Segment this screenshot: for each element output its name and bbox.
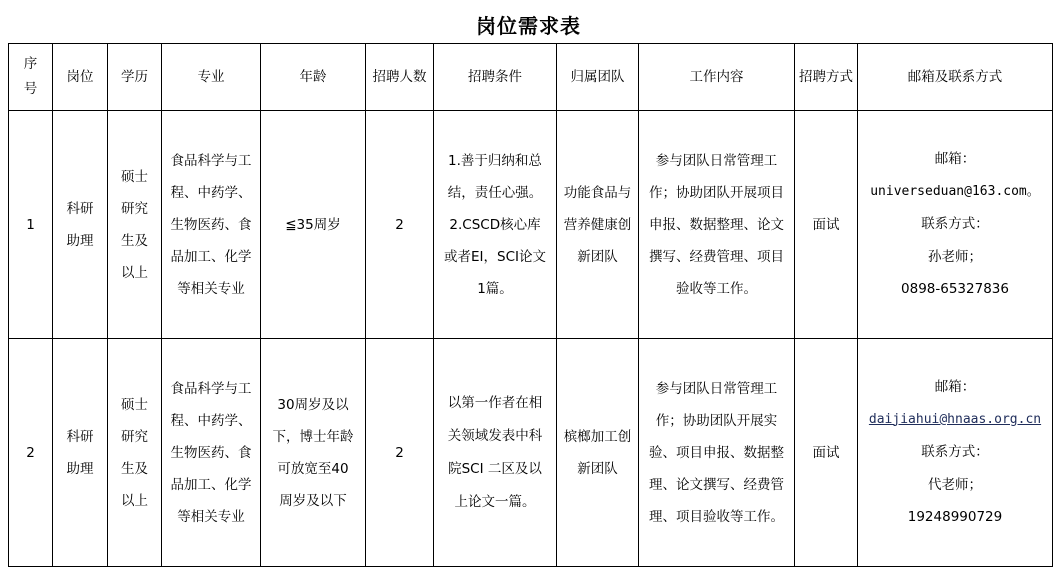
header-major: 专业	[162, 44, 261, 111]
cell-age: ≦35周岁	[261, 111, 366, 339]
cell-major: 食品科学与工程、中药学、生物医药、食品加工、化学等相关专业	[162, 111, 261, 339]
header-method: 招聘方式	[795, 44, 858, 111]
cell-age: 30周岁及以下，博士年龄可放宽至40周岁及以下	[261, 339, 366, 567]
cell-team: 功能食品与营养健康创新团队	[557, 111, 639, 339]
contact-label: 联系方式：	[921, 216, 989, 233]
cell-team: 槟榔加工创新团队	[557, 339, 639, 567]
cell-education: 硕士研究生及以上	[108, 339, 162, 567]
email-label: 邮箱：	[934, 379, 976, 396]
header-count: 招聘人数	[366, 44, 434, 111]
cell-method: 面试	[795, 339, 858, 567]
header-contact: 邮箱及联系方式	[858, 44, 1053, 111]
cell-content: 参与团队日常管理工作；协助团队开展项目申报、数据整理、论文撰写、经费管理、项目验收等工作。	[639, 111, 795, 339]
cell-education: 硕士研究生及以上	[108, 111, 162, 339]
cell-contact	[858, 111, 1053, 339]
table-row	[9, 339, 1053, 567]
header-position: 岗位	[53, 44, 108, 111]
cell-count: 2	[366, 339, 434, 567]
page-title: 岗位需求表	[476, 14, 581, 38]
cell-count: 2	[366, 111, 434, 339]
email-link[interactable]: daijiahui@hnaas.org.cn	[868, 411, 1042, 427]
phone-number: 19248990729	[907, 509, 1003, 526]
cell-seq: 2	[9, 339, 53, 567]
job-requirements-table	[8, 43, 1053, 567]
contact-person: 代老师；	[928, 476, 982, 493]
table-row	[9, 111, 1053, 339]
contact-person: 孙老师；	[928, 248, 982, 265]
phone-number: 0898-65327836	[901, 281, 1009, 298]
header-conditions: 招聘条件	[434, 44, 557, 111]
cell-seq: 1	[9, 111, 53, 339]
cell-major: 食品科学与工程、中药学、生物医药、食品加工、化学等相关专业	[162, 339, 261, 567]
header-team: 归属团队	[557, 44, 639, 111]
contact-label: 联系方式：	[921, 444, 989, 461]
email-text: universeduan@163.com。	[870, 183, 1040, 199]
header-age: 年龄	[261, 44, 366, 111]
cell-method: 面试	[795, 111, 858, 339]
header-education: 学历	[108, 44, 162, 111]
cell-conditions: 1.善于归纳和总结，责任心强。2.CSCD核心库或者EI，SCI论文1篇。	[434, 111, 557, 339]
cell-content: 参与团队日常管理工作；协助团队开展实验、项目申报、数据整理、论文撰写、经费管理、项目验收等工作。	[639, 339, 795, 567]
cell-position: 科研助理	[53, 111, 108, 339]
cell-contact	[858, 339, 1053, 567]
header-row	[9, 44, 1053, 111]
header-content: 工作内容	[639, 44, 795, 111]
header-seq: 序号	[9, 44, 53, 111]
email-label: 邮箱：	[934, 151, 976, 168]
cell-conditions: 以第一作者在相关领域发表中科院SCI 二区及以上论文一篇。	[434, 339, 557, 567]
cell-position: 科研助理	[53, 339, 108, 567]
